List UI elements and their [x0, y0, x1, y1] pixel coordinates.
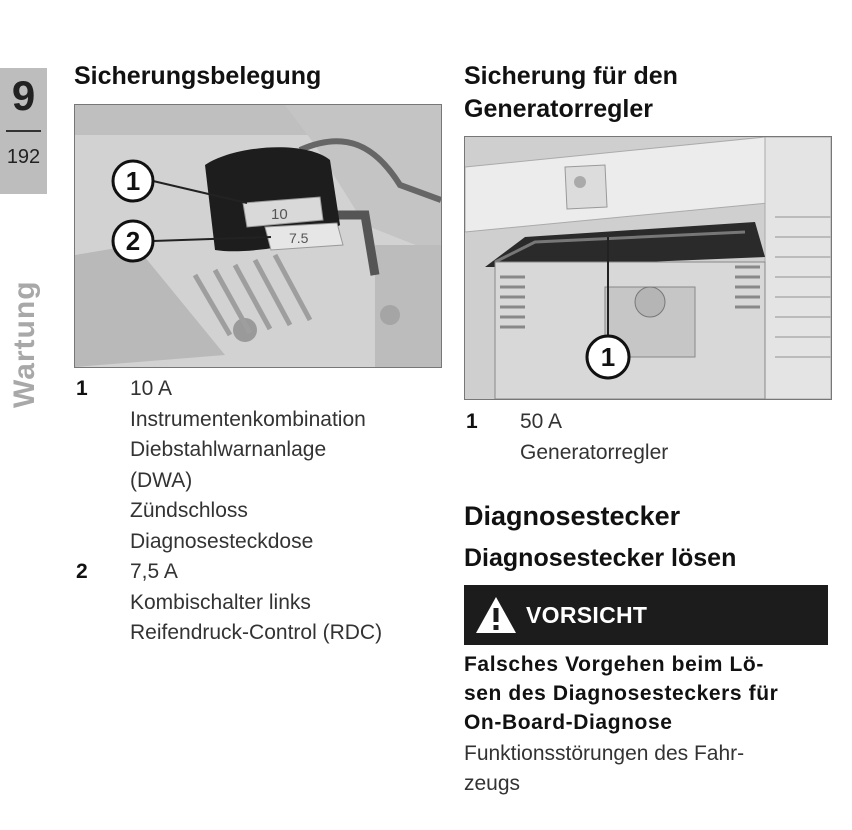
- release-connector-heading: Diagnosestecker lösen: [464, 544, 737, 572]
- diagnostic-connector-heading: Diagnosestecker: [464, 501, 681, 531]
- legend-line: Generatorregler: [520, 440, 669, 464]
- consequence-line: Funktionsstörungen des Fahr-: [464, 742, 745, 765]
- legend-line: Instrumentenkombination: [130, 407, 366, 431]
- chapter-divider: [6, 130, 41, 132]
- section-side-label: Wartung: [8, 280, 41, 408]
- legend-line: Diebstahlwarnanlage: [130, 438, 327, 461]
- legend-line: Diagnosesteckdose: [130, 529, 314, 553]
- title-line: Sicherung für den: [464, 62, 678, 90]
- hazard-line: Falsches Vorgehen beim Lö-: [464, 653, 764, 676]
- chapter-number: 9: [11, 72, 36, 119]
- callout-1: 1: [125, 166, 141, 196]
- caution-consequence: [464, 739, 834, 798]
- title-line: Generatorregler: [464, 95, 653, 123]
- fuse-assignment-title: Sicherungsbelegung: [74, 62, 322, 90]
- chapter-tab: [0, 68, 47, 194]
- fuse-box-illustration: [75, 105, 441, 367]
- caution-hazard: [464, 650, 834, 737]
- fuse-legend: [76, 374, 382, 649]
- legend-item: [466, 407, 668, 468]
- generator-fuse-title: [464, 60, 834, 126]
- page-number: 192: [6, 146, 41, 168]
- legend-line: Kombischalter links: [130, 590, 311, 614]
- generator-regulator-photo: [464, 136, 832, 400]
- hazard-line: sen des Diagnosesteckers für: [464, 682, 779, 705]
- caution-label: VORSICHT: [526, 601, 648, 628]
- fuse-box-photo: [74, 104, 442, 368]
- warning-triangle-icon: [474, 595, 518, 635]
- legend-line: (DWA): [130, 468, 193, 492]
- generator-fuse-legend: [466, 407, 668, 468]
- caution-banner: [464, 585, 828, 645]
- consequence-line: zeugs: [464, 771, 521, 795]
- legend-line: 50 A: [520, 410, 563, 433]
- callout-1: 1: [600, 342, 616, 372]
- legend-line: 10 A: [130, 377, 173, 400]
- hazard-line: On-Board-Diagnose: [464, 711, 673, 734]
- generator-regulator-illustration: [465, 137, 831, 399]
- fuse-label-2: 7.5: [289, 230, 309, 246]
- callout-2: 2: [125, 226, 141, 256]
- legend-item: [76, 557, 382, 649]
- legend-line: Reifendruck-Control (RDC): [130, 621, 383, 644]
- legend-number: 1: [466, 410, 478, 433]
- legend-item: [76, 374, 382, 557]
- legend-line: 7,5 A: [130, 560, 178, 583]
- legend-number: 2: [76, 560, 88, 583]
- fuse-label-1: 10: [271, 206, 288, 223]
- legend-number: 1: [76, 377, 88, 400]
- legend-line: Zündschloss: [130, 499, 248, 522]
